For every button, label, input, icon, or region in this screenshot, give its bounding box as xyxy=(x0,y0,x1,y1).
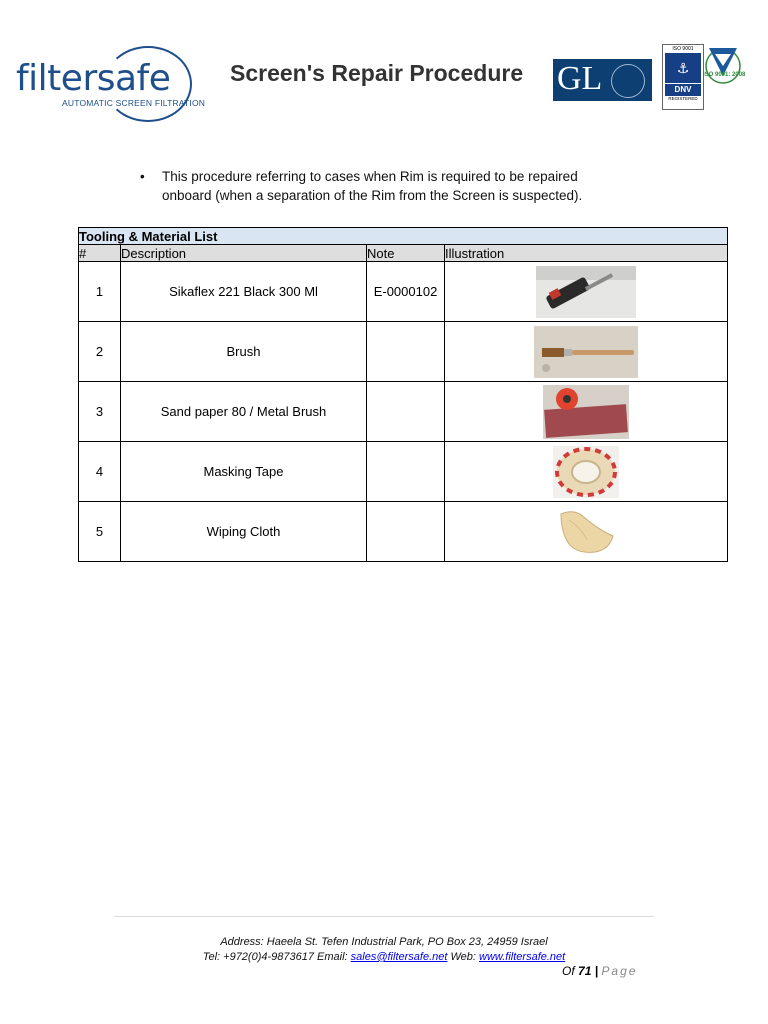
row-description: Masking Tape xyxy=(121,442,367,502)
row-illustration xyxy=(445,382,728,442)
header-description: Description xyxy=(121,245,367,262)
row-num: 3 xyxy=(79,382,121,442)
row-num: 1 xyxy=(79,262,121,322)
footer-address-block xyxy=(0,935,768,965)
website-link[interactable]: www.filtersafe.net xyxy=(479,951,566,963)
cloth-image xyxy=(555,506,617,558)
footer-tel: Tel: +972(0)4-9873617 Email: xyxy=(202,951,351,963)
dnv-label: DNV xyxy=(665,84,701,96)
row-description: Brush xyxy=(121,322,367,382)
row-description: Sand paper 80 / Metal Brush xyxy=(121,382,367,442)
table-caption: Tooling & Material List xyxy=(79,228,728,245)
row-illustration xyxy=(445,262,728,322)
gl-seal-icon xyxy=(611,64,645,98)
intro-bullet xyxy=(140,167,620,205)
of-label: Of xyxy=(562,964,579,978)
row-note xyxy=(367,502,445,562)
table-row xyxy=(79,382,728,442)
email-link[interactable]: sales@filtersafe.net xyxy=(350,951,448,963)
iq-label: ISO 9001: 2008 xyxy=(703,72,746,78)
registered-label: REGISTERED xyxy=(668,96,698,101)
paint-brush-image xyxy=(534,326,638,378)
row-note: E-0000102 xyxy=(367,262,445,322)
row-note xyxy=(367,382,445,442)
gl-text: GL xyxy=(557,60,603,97)
page-separator: | xyxy=(591,964,602,978)
iq-certification-badge xyxy=(703,44,745,108)
row-illustration xyxy=(445,442,728,502)
header-num: # xyxy=(79,245,121,262)
row-description: Sikaflex 221 Black 300 Ml xyxy=(121,262,367,322)
intro-text: This procedure referring to cases when Rim is required to be repaired onboard (when a separation of the Rim from the Screen is suspected). xyxy=(162,169,583,203)
footer-contact xyxy=(0,950,768,965)
anchor-icon: ⚓ xyxy=(665,53,701,83)
row-num: 5 xyxy=(79,502,121,562)
page-label: Page xyxy=(601,964,638,978)
tooling-table xyxy=(78,227,728,562)
page-title: Screen's Repair Procedure xyxy=(230,60,524,86)
bullet-dot: • xyxy=(140,169,145,184)
table-row xyxy=(79,262,728,322)
logo-tagline: AUTOMATIC SCREEN FILTRATION xyxy=(62,98,206,108)
table-row xyxy=(79,322,728,382)
footer-web-label: Web: xyxy=(447,951,480,963)
sandpaper-wheel-image xyxy=(543,385,629,439)
table-caption-row xyxy=(79,228,728,245)
row-illustration xyxy=(445,322,728,382)
dnv-badge xyxy=(662,44,704,110)
row-num: 4 xyxy=(79,442,121,502)
tape-roll-image xyxy=(553,446,619,498)
row-num: 2 xyxy=(79,322,121,382)
table-header-row xyxy=(79,245,728,262)
footer-divider xyxy=(114,916,654,917)
row-description: Wiping Cloth xyxy=(121,502,367,562)
iq-net-icon xyxy=(703,44,746,84)
row-note xyxy=(367,322,445,382)
sealant-tube-image xyxy=(536,266,636,318)
header-illustration: Illustration xyxy=(445,245,728,262)
footer-address: Address: Haeela St. Tefen Industrial Park, PO Box 23, 24959 Israel xyxy=(220,936,548,948)
table-row xyxy=(79,442,728,502)
gl-certification-logo xyxy=(553,59,652,101)
page-number xyxy=(562,964,637,978)
total-pages: 71 xyxy=(578,964,592,978)
row-illustration xyxy=(445,502,728,562)
logo-word: filtersafe xyxy=(16,58,171,99)
header-note: Note xyxy=(367,245,445,262)
table-row xyxy=(79,502,728,562)
iso-label: ISO 9001 xyxy=(672,46,694,52)
row-note xyxy=(367,442,445,502)
filtersafe-logo xyxy=(16,44,206,122)
